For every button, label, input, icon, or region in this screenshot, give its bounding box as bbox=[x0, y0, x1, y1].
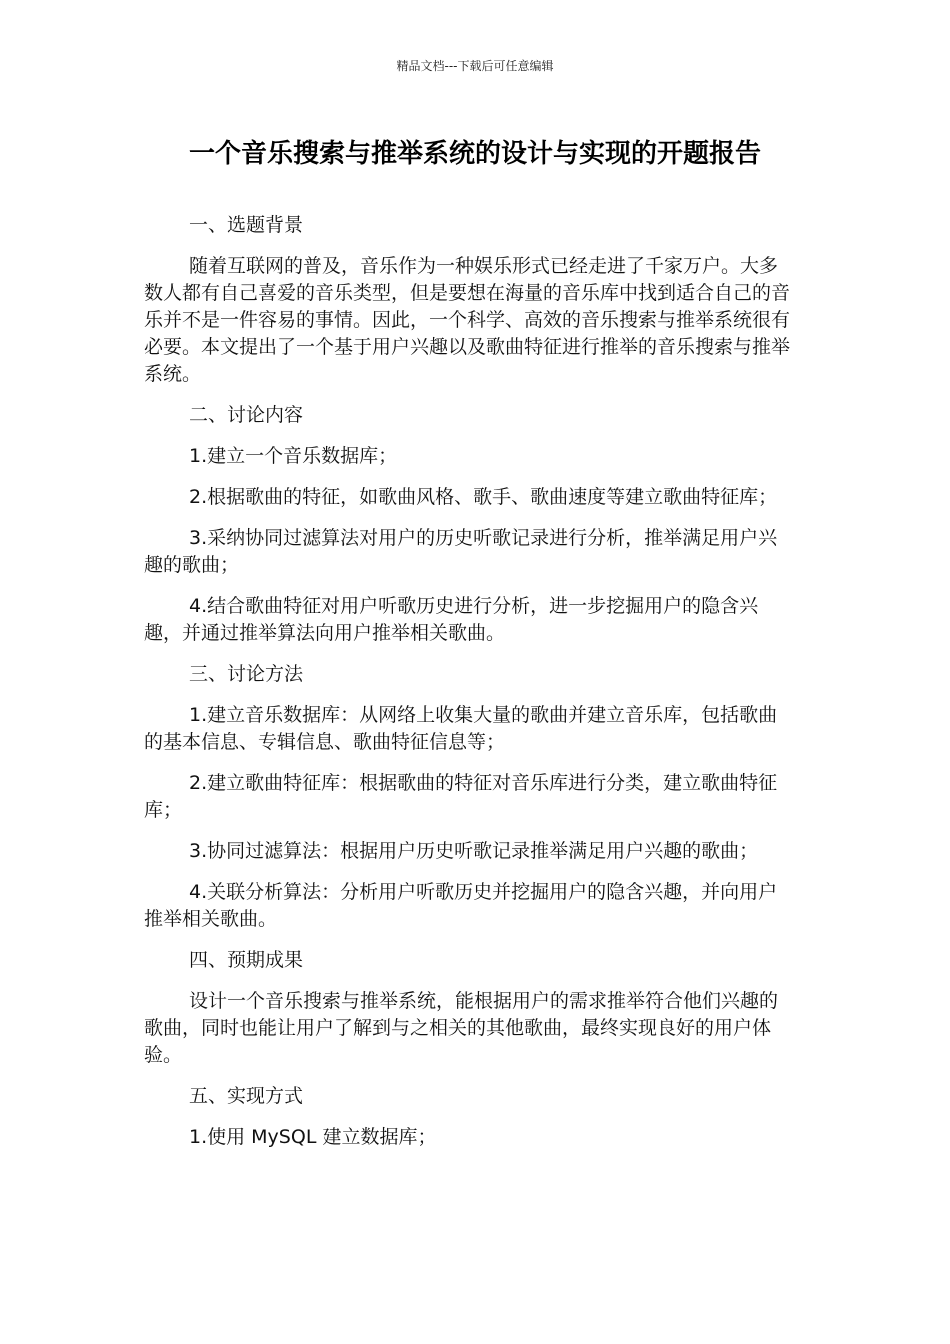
method-item-3: 3.协同过滤算法：根据用户历史听歌记录推举满足用户兴趣的歌曲； bbox=[189, 840, 759, 862]
content-item-4: 4.结合歌曲特征对用户听歌历史进行分析，进一步挖掘用户的隐含兴趣，并通过推举算法向用户推举相关歌曲。 bbox=[144, 595, 759, 644]
method-item-2: 2.建立歌曲特征库：根据歌曲的特征对音乐库进行分类，建立歌曲特征库； bbox=[144, 772, 778, 821]
page-header: 精品文档---下载后可任意编辑 bbox=[396, 59, 554, 73]
content-item-2: 2.根据歌曲的特征，如歌曲风格、歌手、歌曲速度等建立歌曲特征库； bbox=[189, 486, 778, 508]
expected-paragraph: 设计一个音乐搜索与推举系统，能根据用户的需求推举符合他们兴趣的歌曲，同时也能让用户了解到与之相关的其他歌曲，最终实现良好的用户体验。 bbox=[144, 990, 779, 1066]
content-item-3: 3.采纳协同过滤算法对用户的历史听歌记录进行分析，推举满足用户兴趣的歌曲； bbox=[144, 527, 778, 576]
document-title: 一个音乐搜索与推举系统的设计与实现的开题报告 bbox=[188, 139, 761, 169]
section-heading-expected: 四、预期成果 bbox=[189, 949, 304, 971]
section-heading-implementation: 五、实现方式 bbox=[189, 1085, 304, 1107]
background-paragraph: 随着互联网的普及，音乐作为一种娱乐形式已经走进了千家万户。大多数人都有自己喜爱的音乐类型，但是要想在海量的音乐库中找到适合自己的音乐并不是一件容易的事情。因此，一个科学、高效的音乐搜索与推举系统很有必要。本文提出了一个基于用户兴趣以及歌曲特征进行推举的音乐搜索与推举系统。 bbox=[144, 255, 791, 385]
section-heading-method: 三、讨论方法 bbox=[189, 663, 304, 685]
implementation-item-1: 1.使用 MySQL 建立数据库； bbox=[189, 1126, 437, 1148]
method-item-4: 4.关联分析算法：分析用户听歌历史并挖掘用户的隐含兴趣，并向用户推举相关歌曲。 bbox=[144, 881, 778, 930]
method-item-1: 1.建立音乐数据库：从网络上收集大量的歌曲并建立音乐库，包括歌曲的基本信息、专辑信息、歌曲特征信息等； bbox=[144, 704, 778, 753]
section-heading-background: 一、选题背景 bbox=[189, 214, 304, 236]
content-item-1: 1.建立一个音乐数据库； bbox=[189, 445, 398, 467]
section-heading-content: 二、讨论内容 bbox=[189, 404, 304, 426]
document-body bbox=[144, 212, 792, 1165]
